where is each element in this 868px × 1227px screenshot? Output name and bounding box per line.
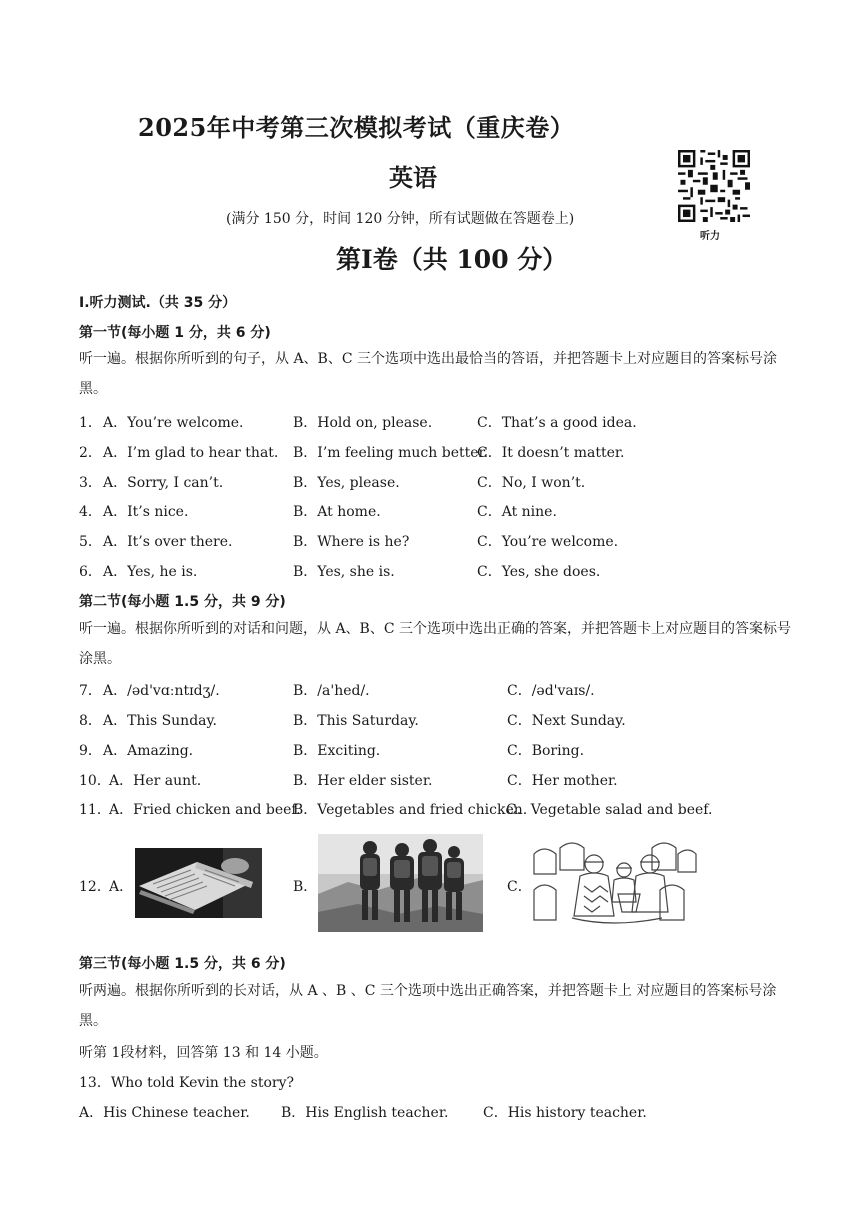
option-a[interactable]: A．This Sunday. xyxy=(103,713,218,729)
exam-meta: (满分 150 分，时间 120 分钟，所有试题做在答题卷上) xyxy=(226,211,575,227)
option-a[interactable]: A．Her aunt. xyxy=(109,773,202,789)
option-b[interactable]: B．Hold on, please. xyxy=(293,415,433,431)
option-a[interactable]: A．It’s over there. xyxy=(103,534,233,550)
option-b[interactable]: B．Her elder sister. xyxy=(293,773,433,789)
option-b[interactable]: B．Where is he? xyxy=(293,534,410,550)
option-c-label[interactable]: C． xyxy=(507,879,532,895)
qr-code-icon[interactable] xyxy=(678,150,750,222)
option-b[interactable]: B．Yes, she is. xyxy=(293,564,395,580)
book-image[interactable] xyxy=(135,848,262,918)
section1-heading: 第一节(每小题 1 分，共 6 分) xyxy=(79,325,271,341)
option-a[interactable]: A．Yes, he is. xyxy=(103,564,198,580)
question-number: 1． xyxy=(79,415,102,431)
option-c[interactable]: C．It doesn’t matter. xyxy=(477,445,625,461)
question-number: 2． xyxy=(79,445,102,461)
question-number: 8． xyxy=(79,713,102,729)
option-c[interactable]: C．That’s a good idea. xyxy=(477,415,637,431)
question-number: 11． xyxy=(79,802,111,818)
option-c[interactable]: C．At nine. xyxy=(477,504,557,520)
option-a[interactable]: A．You’re welcome. xyxy=(103,415,244,431)
question-text: 13．Who told Kevin the story? xyxy=(79,1075,294,1091)
option-b[interactable]: B．I’m feeling much better. xyxy=(293,445,489,461)
option-c[interactable]: C．Her mother. xyxy=(507,773,618,789)
material-text: 听第 1段材料，回答第 13 和 14 小题。 xyxy=(79,1045,328,1061)
option-b[interactable]: B．Exciting. xyxy=(293,743,381,759)
option-a[interactable]: A．I’m glad to hear that. xyxy=(103,445,279,461)
option-a[interactable]: A．Sorry, I can’t. xyxy=(103,475,224,491)
section2-instruction: 听一遍。根据你所听到的对话和问题，从 A、B、C 三个选项中选出正确的答案，并把答题卡上对应题目的答案标号涂黑。 xyxy=(79,621,792,667)
option-b[interactable]: B．His English teacher. xyxy=(281,1105,449,1121)
question-number: 12． xyxy=(79,879,111,895)
subject-title: 英语 xyxy=(389,163,437,192)
option-a[interactable]: A．His Chinese teacher. xyxy=(79,1105,250,1121)
option-b[interactable]: B．Vegetables and fried chicken. xyxy=(293,802,528,818)
option-b[interactable]: B．This Saturday. xyxy=(293,713,419,729)
question-number: 7． xyxy=(79,683,102,699)
hikers-image[interactable] xyxy=(318,834,483,932)
option-a[interactable]: A．Fried chicken and beef. xyxy=(109,802,301,818)
option-b-label[interactable]: B． xyxy=(293,879,318,895)
option-a[interactable]: A．/əd'vɑːntɪdʒ/. xyxy=(103,683,220,699)
option-a[interactable]: A．Amazing. xyxy=(103,743,194,759)
section1-instruction: 听一遍。根据你所听到的句子，从 A、B、C 三个选项中选出最恰当的答语，并把答题卡上对应题目的答案标号涂黑。 xyxy=(79,351,778,397)
question-number: 4． xyxy=(79,504,102,520)
option-c[interactable]: C．Next Sunday. xyxy=(507,713,626,729)
option-b[interactable]: B．/a'hed/. xyxy=(293,683,370,699)
section3-instruction: 听两遍。根据你所听到的长对话，从 A 、B 、C 三个选项中选出正确答案，并把答题卡上 对应题目的答案标号涂黑。 xyxy=(79,983,777,1029)
question-number: 9． xyxy=(79,743,102,759)
listening-heading: Ⅰ.听力测试.（共 35 分） xyxy=(79,295,237,311)
option-c[interactable]: C．His history teacher. xyxy=(483,1105,647,1121)
question-number: 6． xyxy=(79,564,102,580)
qr-label: 听力 xyxy=(700,231,720,242)
cinema-family-image[interactable] xyxy=(532,834,697,934)
option-b[interactable]: B．At home. xyxy=(293,504,381,520)
option-c[interactable]: C．Boring. xyxy=(507,743,585,759)
question-number: 10． xyxy=(79,773,111,789)
option-c[interactable]: C．You’re welcome. xyxy=(477,534,619,550)
option-c[interactable]: C．No, I won’t. xyxy=(477,475,586,491)
option-c[interactable]: C．Vegetable salad and beef. xyxy=(506,802,713,818)
option-a-label[interactable]: A． xyxy=(109,879,134,895)
option-c[interactable]: C．Yes, she does. xyxy=(477,564,601,580)
question-number: 3． xyxy=(79,475,102,491)
option-c[interactable]: C．/əd'vaɪs/. xyxy=(507,683,595,699)
question-number: 5． xyxy=(79,534,102,550)
section2-heading: 第二节(每小题 1.5 分，共 9 分) xyxy=(79,594,286,610)
option-a[interactable]: A．It’s nice. xyxy=(103,504,189,520)
section3-heading: 第三节(每小题 1.5 分，共 6 分) xyxy=(79,956,286,972)
option-b[interactable]: B．Yes, please. xyxy=(293,475,400,491)
exam-title: 2025年中考第三次模拟考试（重庆卷） xyxy=(138,113,575,142)
part-title: 第Ⅰ卷（共 100 分） xyxy=(336,245,568,274)
